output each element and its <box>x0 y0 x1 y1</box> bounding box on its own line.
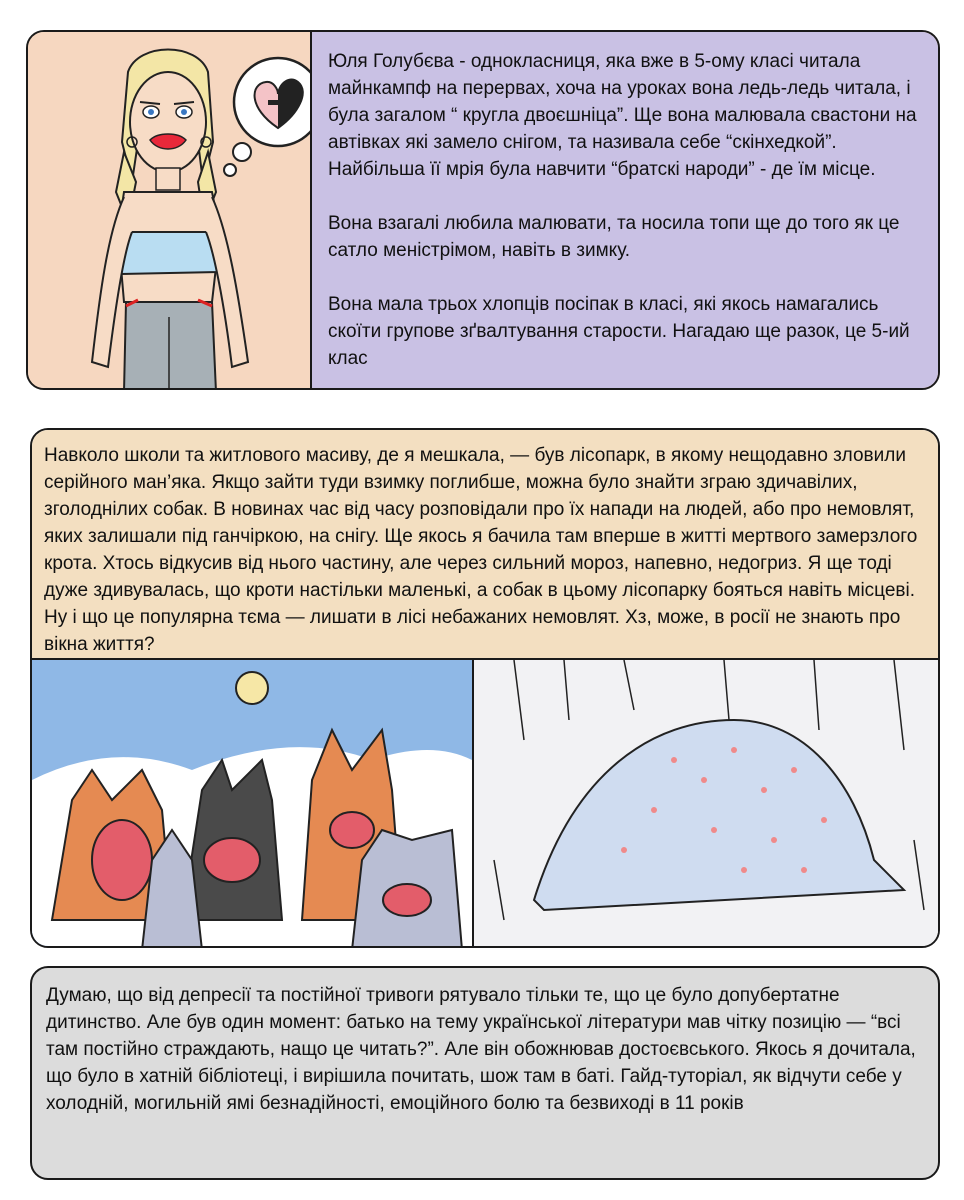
yulia-description <box>310 32 938 388</box>
snow-covered-mound-illustration <box>474 660 938 946</box>
forest-description <box>32 430 938 660</box>
sun-icon <box>236 672 268 704</box>
childhood-text: Думаю, що від депресії та постійної тривоги рятувало тільки те, що це було допубертатне дитинство. Але був один момент: батько на тему української літератури мав чітку позицію — “всі там постійно страждають, нащо це читать?”. Але він обожнював достоєвського. Якось я дочитала, що було в хатній бібліотеці, і вирішила почитать, шож там в баті. Гайд-туторіал, як відчути себе у холодній, могильній ямі безнадійності, емоційного болю та безвиході в 11 років <box>46 985 916 1114</box>
yulia-text: Юля Голубєва - однокласниця, яка вже в 5-ому класі читала майнкампф на перервах, хоча на уроках вона ледь-ледь читала, і була загалом “ кругла двоєшніца”. Ще вона малювала свастони на автівках які замело снігом, та називала себе “скінхедкой”. Найбільша її мрія була навчити “братскі народи” - де їм місце. Вона взагалі любила малювати, та носила топи ще до того як це сатло меністрімом, навіть в зимку. Вона мала трьох хлопців посіпак в класі, які якось намагались скоїти групове зґвалтування старости. Нагадаю ще разок, це 5-ий клас <box>328 51 917 369</box>
girl-illustration <box>28 32 310 388</box>
panel-forest <box>30 428 940 948</box>
panel-yulia <box>26 30 940 390</box>
forest-text: Навколо школи та житлового масиву, де я мешкала, — був лісопарк, в якому нещодавно зловили серійного ман’яка. Якщо зайти туди взимку поглибше, можна було знайти зграю здичавілих, зголоднілих собак. В новинах час від часу розповідали про їх напади на людей, або про немовлят, яких залишали під ганчіркою, на снігу. Ще якось я бачила там вперше в житті мертвого замерзлого крота. Хтось відкусив від нього частину, але через сильний мороз, напевно, недогриз. Я ще тоді дуже здивувалась, що кроти настільки маленькі, а собак в цьому лісопарку бояться навіть місцеві. Ну і що це популярна тєма — лишати в лісі небажаних немовлят. Хз, може, в росії не знають про вікна життя? <box>44 445 918 655</box>
panel-childhood <box>30 966 940 1180</box>
dog-pack-illustration <box>32 660 474 946</box>
